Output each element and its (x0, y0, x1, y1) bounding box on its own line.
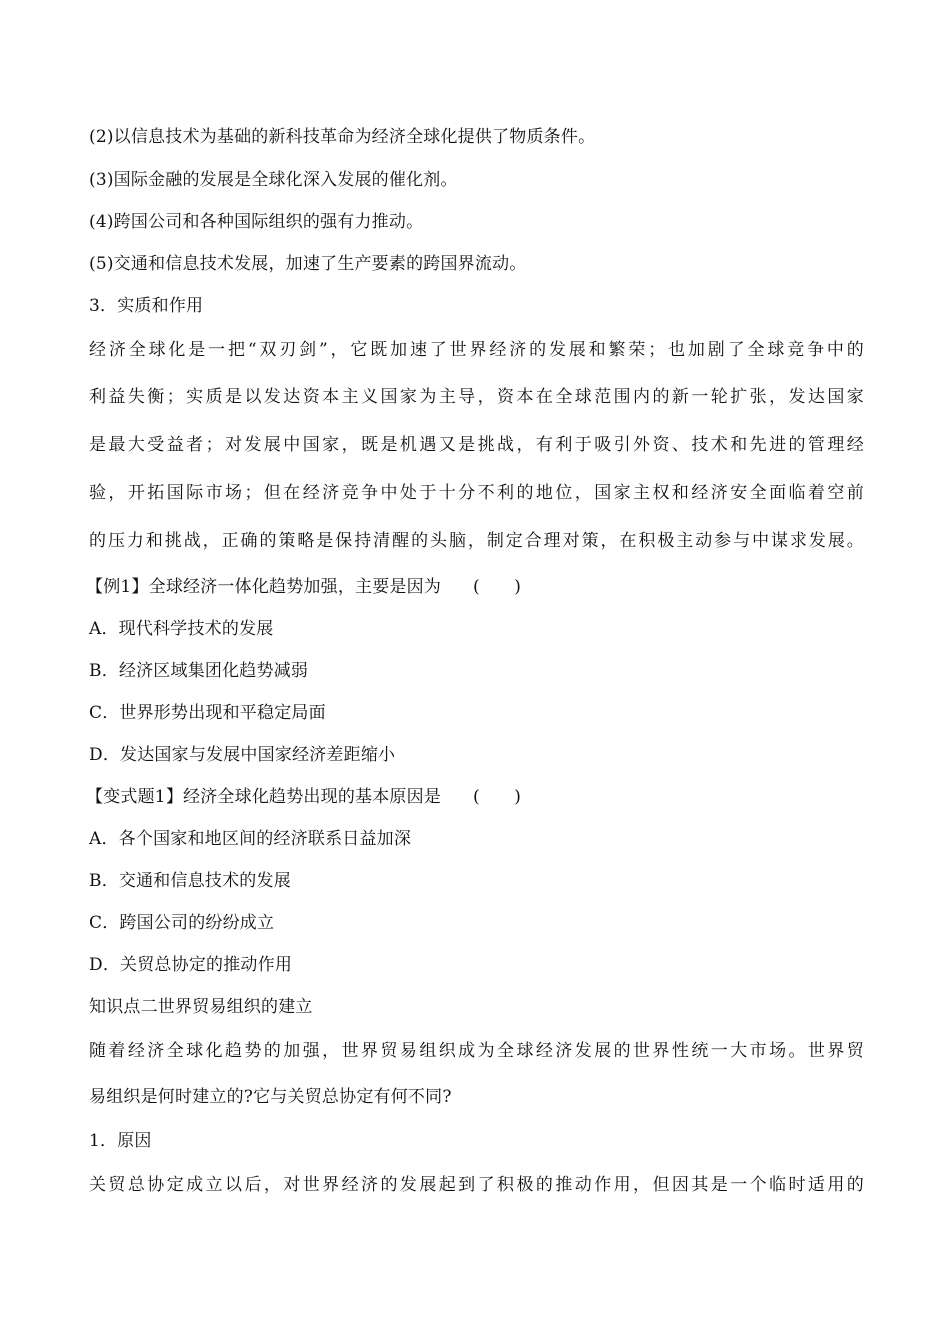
section3-paragraph-line-1: 经济全球化是一把“双刃剑”，它既加速了世界经济的发展和繁荣；也加剧了全球竞争中的 (89, 340, 864, 360)
variant1-question (86, 786, 521, 808)
variant1-option-c: C．跨国公司的纷纷成立 (89, 913, 275, 933)
example1-option-c: C．世界形势出现和平稳定局面 (89, 703, 326, 723)
example1-question (86, 576, 521, 598)
example1-question-text: 【例1】全球经济一体化趋势加强，主要是因为 (86, 577, 442, 597)
section3-paragraph-line-5: 的压力和挑战，正确的策略是保持清醒的头脑，制定合理对策，在积极主动参与中谋求发展。 (89, 531, 864, 551)
variant1-option-b: B．交通和信息技术的发展 (89, 871, 291, 891)
section3-heading: 3．实质和作用 (89, 296, 204, 316)
cause-item-3: (3)国际金融的发展是全球化深入发展的催化剂。 (89, 170, 458, 190)
example1-option-a: A．现代科学技术的发展 (89, 619, 274, 639)
knowledge2-reason-line: 关贸总协定成立以后，对世界经济的发展起到了积极的推动作用，但因其是一个临时适用的 (89, 1175, 864, 1195)
cause-item-2: (2)以信息技术为基础的新科技革命为经济全球化提供了物质条件。 (89, 127, 596, 147)
variant1-answer-blank: ( ) (473, 787, 522, 807)
section3-paragraph-line-4: 验，开拓国际市场；但在经济竞争中处于十分不利的地位，国家主权和经济安全面临着空前 (89, 483, 864, 503)
knowledge2-heading: 知识点二世界贸易组织的建立 (89, 997, 313, 1017)
section3-paragraph-line-2: 利益失衡；实质是以发达资本主义国家为主导，资本在全球范围内的新一轮扩张，发达国家 (89, 387, 864, 407)
example1-answer-blank: ( ) (473, 577, 522, 597)
knowledge2-intro-line-1: 随着经济全球化趋势的加强，世界贸易组织成为全球经济发展的世界性统一大市场。世界贸 (89, 1041, 864, 1061)
variant1-option-a: A．各个国家和地区间的经济联系日益加深 (89, 829, 412, 849)
knowledge2-intro-line-2: 易组织是何时建立的?它与关贸总协定有何不同? (89, 1087, 452, 1107)
example1-option-d: D．发达国家与发展中国家经济差距缩小 (89, 745, 396, 765)
variant1-option-d: D．关贸总协定的推动作用 (89, 955, 293, 975)
knowledge2-sub-heading: 1．原因 (89, 1131, 152, 1151)
example1-option-b: B．经济区域集团化趋势减弱 (89, 661, 309, 681)
cause-item-4: (4)跨国公司和各种国际组织的强有力推动。 (89, 212, 424, 232)
section3-paragraph-line-3: 是最大受益者；对发展中国家，既是机遇又是挑战，有利于吸引外资、技术和先进的管理经 (89, 435, 864, 455)
cause-item-5: (5)交通和信息技术发展，加速了生产要素的跨国界流动。 (89, 254, 527, 274)
variant1-question-text: 【变式题1】经济全球化趋势出现的基本原因是 (86, 787, 442, 807)
